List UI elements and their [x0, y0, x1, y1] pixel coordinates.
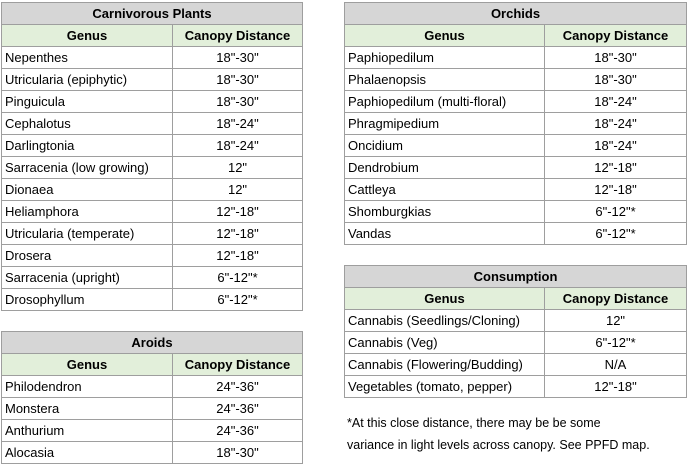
- table-row: [2, 179, 303, 201]
- table-title: Consumption: [345, 266, 687, 288]
- canopy-distance-cell: 18"-24": [545, 91, 687, 113]
- genus-cell: Paphiopedilum (multi-floral): [345, 91, 545, 113]
- genus-cell: Darlingtonia: [2, 135, 173, 157]
- table-row: [2, 135, 303, 157]
- table-row: [345, 201, 687, 223]
- aroids-table: [1, 331, 303, 464]
- footnote-line: *At this close distance, there may be be some: [347, 416, 601, 430]
- genus-cell: Cannabis (Seedlings/Cloning): [345, 310, 545, 332]
- canopy-distance-column-header: Canopy Distance: [545, 288, 687, 310]
- table-row: [2, 113, 303, 135]
- canopy-distance-cell: 18"-24": [545, 113, 687, 135]
- genus-cell: Shomburgkias: [345, 201, 545, 223]
- genus-cell: Nepenthes: [2, 47, 173, 69]
- consumption-table: [344, 265, 687, 398]
- canopy-distance-cell: 6"-12"*: [545, 201, 687, 223]
- canopy-distance-cell: 12": [173, 157, 303, 179]
- canopy-distance-cell: N/A: [545, 354, 687, 376]
- genus-cell: Vandas: [345, 223, 545, 245]
- table-row: [2, 267, 303, 289]
- genus-cell: Cephalotus: [2, 113, 173, 135]
- canopy-distance-cell: 12"-18": [173, 223, 303, 245]
- table-row: [345, 135, 687, 157]
- genus-cell: Cattleya: [345, 179, 545, 201]
- footnote-line: variance in light levels across canopy. See PPFD map.: [347, 438, 650, 452]
- canopy-distance-column-header: Canopy Distance: [173, 354, 303, 376]
- canopy-distance-column-header: Canopy Distance: [173, 25, 303, 47]
- canopy-distance-cell: 6"-12"*: [545, 332, 687, 354]
- genus-cell: Sarracenia (low growing): [2, 157, 173, 179]
- genus-cell: Phragmipedium: [345, 113, 545, 135]
- genus-cell: Cannabis (Flowering/Budding): [345, 354, 545, 376]
- genus-cell: Cannabis (Veg): [345, 332, 545, 354]
- table-row: [345, 332, 687, 354]
- genus-cell: Utricularia (epiphytic): [2, 69, 173, 91]
- table-row: [345, 223, 687, 245]
- genus-column-header: Genus: [2, 354, 173, 376]
- table-title: Orchids: [345, 3, 687, 25]
- canopy-distance-cell: 6"-12"*: [173, 289, 303, 311]
- table-row: [345, 91, 687, 113]
- canopy-distance-cell: 18"-24": [173, 113, 303, 135]
- genus-cell: Oncidium: [345, 135, 545, 157]
- canopy-distance-cell: 24"-36": [173, 420, 303, 442]
- canopy-distance-cell: 24"-36": [173, 398, 303, 420]
- canopy-distance-cell: 12"-18": [173, 201, 303, 223]
- table-row: [345, 179, 687, 201]
- genus-cell: Paphiopedilum: [345, 47, 545, 69]
- canopy-distance-cell: 18"-30": [545, 69, 687, 91]
- canopy-distance-cell: 12"-18": [545, 376, 687, 398]
- genus-cell: Alocasia: [2, 442, 173, 464]
- canopy-distance-cell: 18"-24": [173, 135, 303, 157]
- table-row: [2, 157, 303, 179]
- genus-cell: Heliamphora: [2, 201, 173, 223]
- canopy-distance-cell: 12": [173, 179, 303, 201]
- table-row: [345, 69, 687, 91]
- table-row: [345, 113, 687, 135]
- table-row: [345, 310, 687, 332]
- table-row: [345, 47, 687, 69]
- genus-cell: Drosophyllum: [2, 289, 173, 311]
- canopy-distance-cell: 18"-30": [173, 47, 303, 69]
- genus-cell: Dionaea: [2, 179, 173, 201]
- canopy-distance-cell: 18"-30": [173, 91, 303, 113]
- genus-column-header: Genus: [345, 288, 545, 310]
- genus-cell: Sarracenia (upright): [2, 267, 173, 289]
- genus-cell: Anthurium: [2, 420, 173, 442]
- canopy-distance-cell: 24"-36": [173, 376, 303, 398]
- carnivorous-plants-table: [1, 2, 303, 311]
- table-row: [345, 354, 687, 376]
- table-row: [345, 157, 687, 179]
- genus-cell: Utricularia (temperate): [2, 223, 173, 245]
- table-row: [2, 398, 303, 420]
- canopy-distance-cell: 18"-30": [173, 442, 303, 464]
- genus-cell: Phalaenopsis: [345, 69, 545, 91]
- table-row: [345, 376, 687, 398]
- canopy-distance-cell: 18"-30": [545, 47, 687, 69]
- canopy-distance-cell: 18"-30": [173, 69, 303, 91]
- table-row: [2, 245, 303, 267]
- canopy-distance-cell: 6"-12"*: [545, 223, 687, 245]
- table-row: [2, 376, 303, 398]
- genus-cell: Vegetables (tomato, pepper): [345, 376, 545, 398]
- table-title: Aroids: [2, 332, 303, 354]
- canopy-distance-cell: 6"-12"*: [173, 267, 303, 289]
- canopy-distance-cell: 12"-18": [545, 179, 687, 201]
- genus-cell: Dendrobium: [345, 157, 545, 179]
- canopy-distance-cell: 12": [545, 310, 687, 332]
- table-row: [2, 420, 303, 442]
- genus-cell: Drosera: [2, 245, 173, 267]
- genus-cell: Pinguicula: [2, 91, 173, 113]
- genus-cell: Monstera: [2, 398, 173, 420]
- table-row: [2, 289, 303, 311]
- table-row: [2, 201, 303, 223]
- table-row: [2, 223, 303, 245]
- genus-column-header: Genus: [2, 25, 173, 47]
- table-row: [2, 69, 303, 91]
- genus-column-header: Genus: [345, 25, 545, 47]
- genus-cell: Philodendron: [2, 376, 173, 398]
- canopy-distance-cell: 12"-18": [173, 245, 303, 267]
- canopy-distance-column-header: Canopy Distance: [545, 25, 687, 47]
- canopy-distance-cell: 12"-18": [545, 157, 687, 179]
- table-row: [2, 91, 303, 113]
- orchids-table: [344, 2, 687, 245]
- table-row: [2, 47, 303, 69]
- footnote: [344, 412, 686, 460]
- table-title: Carnivorous Plants: [2, 3, 303, 25]
- table-row: [2, 442, 303, 464]
- canopy-distance-cell: 18"-24": [545, 135, 687, 157]
